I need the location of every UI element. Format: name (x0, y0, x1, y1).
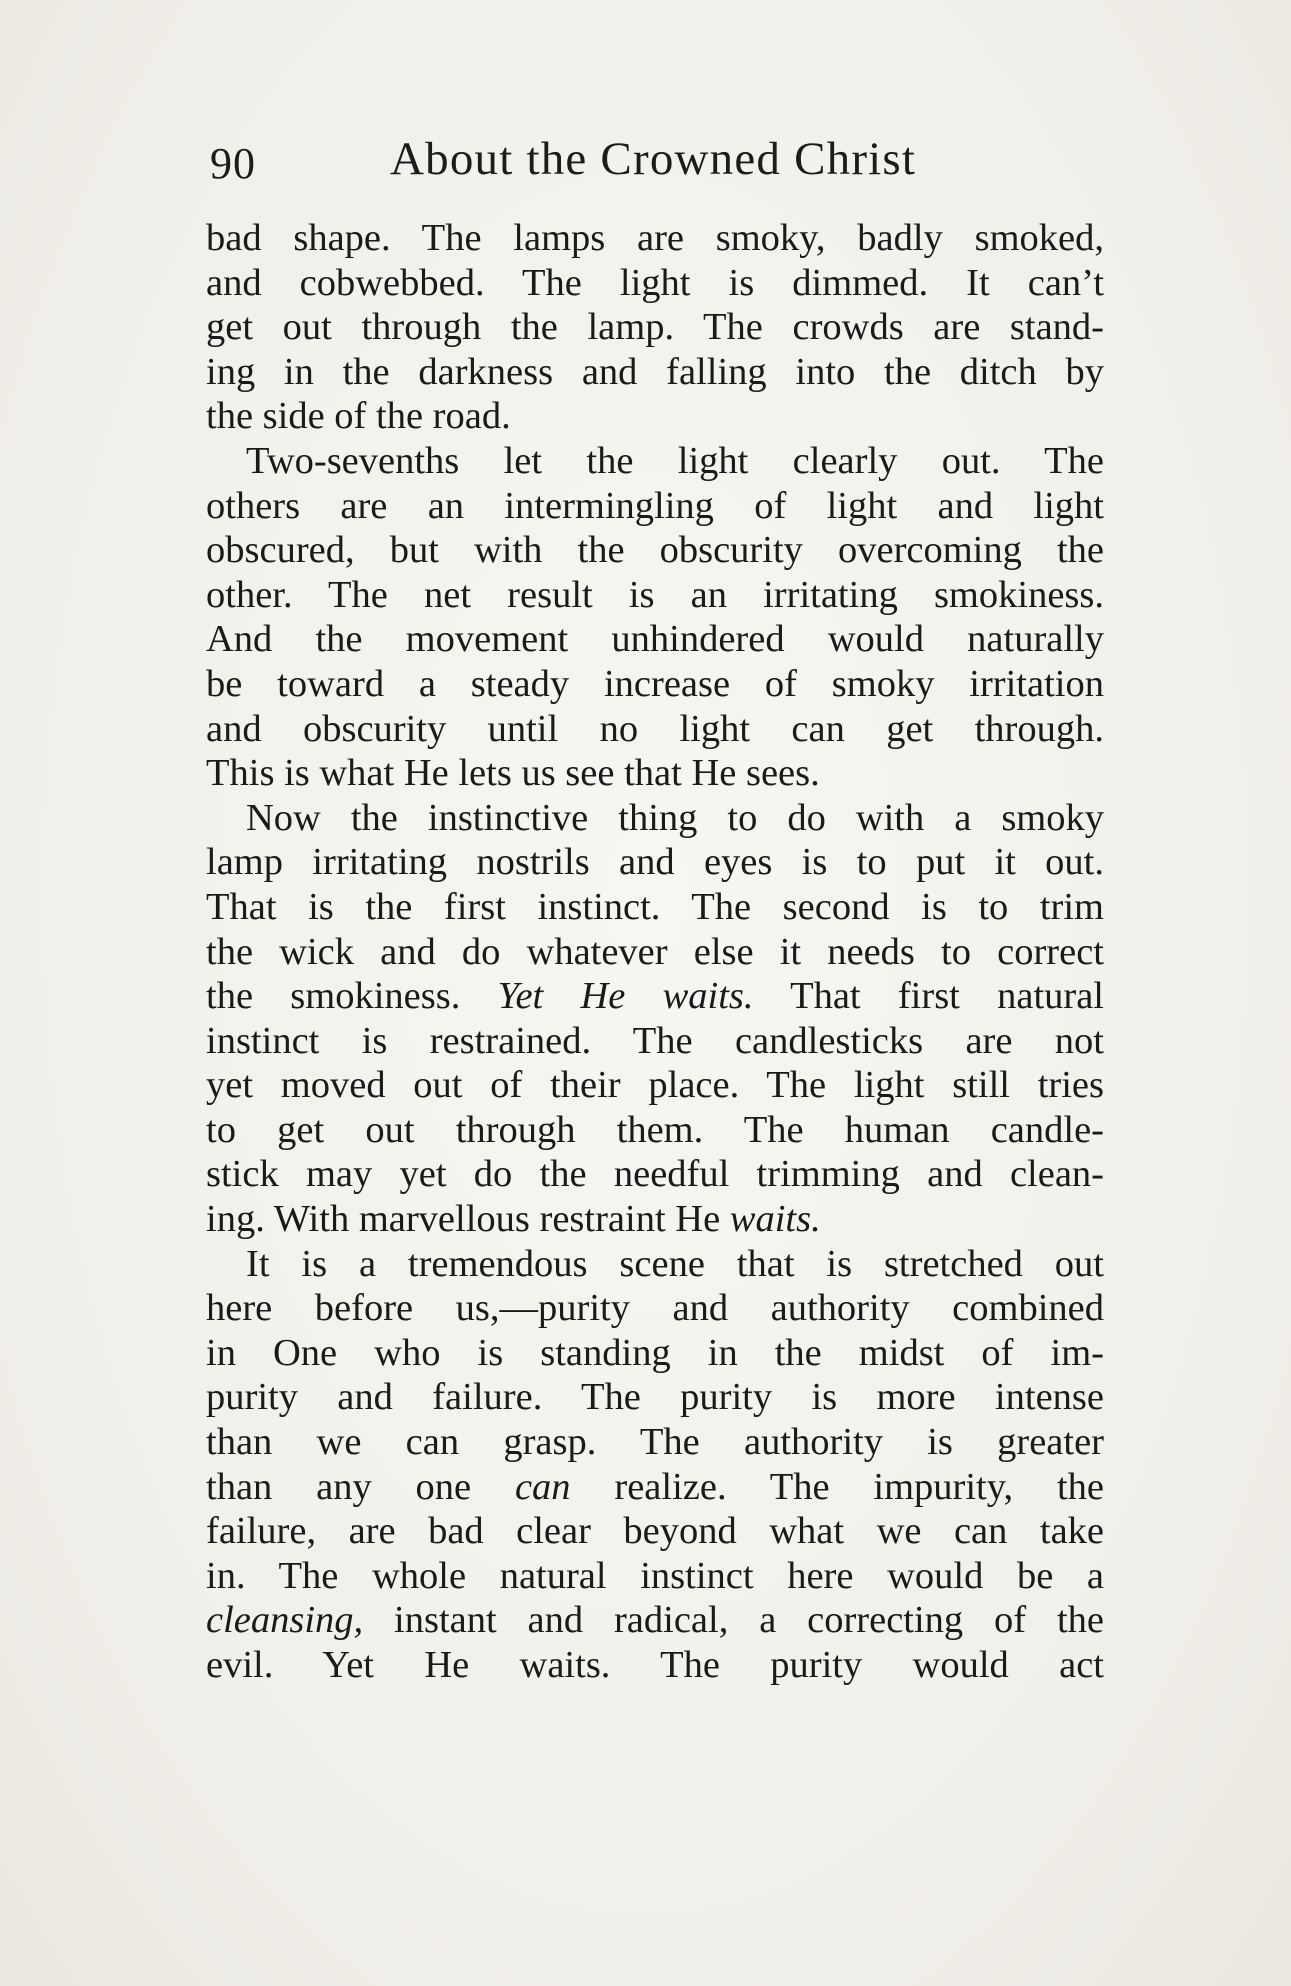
text-line (206, 1554, 1104, 1599)
line-text: ing. With marvellous restraint He (206, 1198, 730, 1241)
text-line (206, 1375, 1104, 1420)
line-text: instant and radical, a correcting of the (363, 1599, 1104, 1642)
line-text: This is what He lets us see that He sees. (206, 752, 820, 795)
line-text: ing in the darkness and falling into the ditch by (206, 350, 1104, 393)
text-line (206, 1331, 1104, 1376)
page-header (210, 132, 1110, 192)
line-text: in. The whole natural instinct here would be a (206, 1554, 1104, 1597)
line-text: be toward a steady increase of smoky irritation (206, 662, 1104, 705)
line-text: here before us,—purity and authority combined (206, 1287, 1104, 1330)
text-line (206, 1152, 1104, 1197)
text-line (206, 840, 1104, 885)
text-line (206, 261, 1104, 306)
line-text: obscured, but with the obscurity overcoming the (206, 529, 1104, 572)
text-line (206, 662, 1104, 707)
line-text: evil. Yet He waits. The purity would act (206, 1644, 1104, 1686)
line-text: stick may yet do the needful trimming and clean- (206, 1153, 1104, 1196)
text-line (206, 350, 1104, 395)
running-title: About the Crowned Christ (390, 133, 917, 185)
line-text: to get out through them. The human candle- (206, 1108, 1104, 1151)
text-line (206, 394, 1104, 439)
line-text: Two-sevenths let the light clearly out. The (246, 439, 1104, 482)
text-line (206, 1465, 1104, 1510)
text-line (206, 1643, 1104, 1688)
line-text: It is a tremendous scene that is stretched out (246, 1242, 1104, 1285)
text-line (206, 930, 1104, 975)
text-line (206, 1019, 1104, 1064)
text-line (206, 528, 1104, 573)
text-line (206, 305, 1104, 350)
line-text: bad shape. The lamps are smoky, badly smoked, (206, 217, 1104, 259)
line-text: purity and failure. The purity is more intense (206, 1376, 1104, 1419)
line-text: And the movement unhindered would naturally (206, 618, 1104, 661)
text-line (206, 1108, 1104, 1153)
line-text: get out through the lamp. The crowds are stand- (206, 306, 1104, 349)
line-text: than we can grasp. The authority is greater (206, 1421, 1104, 1464)
line-text: the smokiness. (206, 975, 498, 1018)
text-line (206, 216, 1104, 261)
line-text: realize. The impurity, the (570, 1465, 1104, 1508)
text-line (206, 484, 1104, 529)
line-text: and cobwebbed. The light is dimmed. It can’t (206, 261, 1104, 304)
line-text: and obscurity until no light can get through. (206, 707, 1104, 750)
text-line (206, 1197, 1104, 1242)
text-line (206, 1286, 1104, 1331)
line-text: That first natural (753, 975, 1105, 1018)
line-text: That is the first instinct. The second is to trim (206, 885, 1104, 928)
page-number: 90 (210, 139, 256, 188)
text-line (206, 751, 1104, 796)
text-line (206, 1598, 1104, 1643)
body-text (206, 216, 1104, 1688)
text-line (206, 885, 1104, 930)
line-text: than any one (206, 1465, 515, 1508)
italic-text: waits. (729, 1198, 821, 1241)
italic-text: can (514, 1465, 571, 1508)
text-line (206, 439, 1104, 484)
line-text: instinct is restrained. The candlesticks are not (206, 1019, 1104, 1062)
line-text: lamp irritating nostrils and eyes is to put it out. (206, 841, 1104, 884)
text-line (206, 617, 1104, 662)
line-text: the side of the road. (206, 395, 511, 438)
text-line (206, 573, 1104, 618)
text-line (206, 1509, 1104, 1554)
italic-text: Yet He waits. (497, 975, 754, 1018)
line-text: the wick and do whatever else it needs to correct (206, 930, 1104, 973)
line-text: yet moved out of their place. The light still tries (206, 1064, 1104, 1107)
text-line (206, 1063, 1104, 1108)
line-text: failure, are bad clear beyond what we can take (206, 1510, 1104, 1553)
text-line (206, 1242, 1104, 1287)
text-line (206, 796, 1104, 841)
line-text: others are an intermingling of light and light (206, 484, 1104, 527)
text-line (206, 1420, 1104, 1465)
text-line (206, 974, 1104, 1019)
italic-text: cleansing, (206, 1599, 364, 1642)
line-text: in One who is standing in the midst of im- (206, 1331, 1104, 1374)
line-text: Now the instinctive thing to do with a smoky (246, 796, 1104, 839)
line-text: other. The net result is an irritating smokiness. (206, 573, 1104, 616)
text-line (206, 707, 1104, 752)
